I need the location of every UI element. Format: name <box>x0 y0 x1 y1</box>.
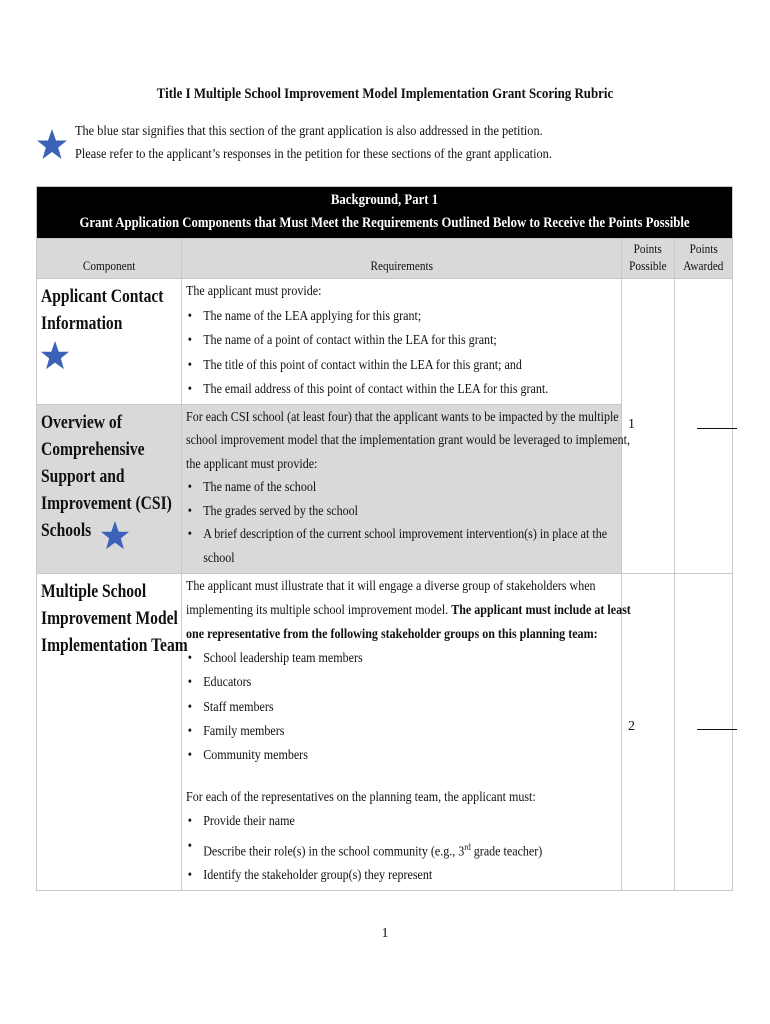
page-number: 1 <box>381 926 389 941</box>
requirement-bullet: • Provide their name <box>186 810 557 834</box>
requirement-bullet-continuation: school <box>203 550 235 566</box>
blue-star-icon <box>40 339 70 373</box>
requirement-bullet: • The name of the LEA applying for this grant; <box>186 305 557 330</box>
points-awarded-group-2 <box>675 573 733 890</box>
blue-star-icon <box>36 128 68 162</box>
points-awarded-group-1 <box>675 279 733 574</box>
blue-star-icon <box>100 519 130 553</box>
requirement-bullet: • Family members <box>186 720 557 744</box>
requirement-bullet: • The email address of this point of contact within the LEA for this grant. <box>186 378 557 403</box>
star-note-line-2: Please refer to the applicant’s responses in the petition for these sections of the grant application. <box>75 147 552 162</box>
points-awarded-blank[interactable] <box>697 428 737 429</box>
star-note-line-1: The blue star signifies that this section of the grant application is also addressed in the petition. <box>75 124 543 139</box>
requirement-bullet: • Identify the stakeholder group(s) they represent <box>186 864 557 888</box>
requirement-bullet: • The name of the school <box>186 476 557 500</box>
band-subtitle: Grant Application Components that Must Meet the Requirements Outlined Below to Receive the Points Possible <box>79 215 690 231</box>
scoring-rubric-table <box>36 186 733 891</box>
component-implementation-team: Multiple School Improvement Model Implementation Team <box>37 573 182 890</box>
header-component: Component <box>37 239 182 279</box>
component-applicant-contact: Applicant Contact Information <box>37 279 182 405</box>
section-band <box>37 187 733 239</box>
points-awarded-blank[interactable] <box>697 729 737 730</box>
requirement-intro: The applicant must provide: <box>186 284 322 299</box>
requirement-bullet: • Community members <box>186 744 557 768</box>
requirement-bullet: • A brief description of the current school improvement intervention(s) in place at the <box>186 523 557 547</box>
header-points-awarded: Points Awarded <box>675 239 733 279</box>
star-note <box>75 120 617 166</box>
requirement-bullet: • Educators <box>186 671 557 695</box>
requirement-bullet: • School leadership team members <box>186 647 557 671</box>
header-requirements: Requirements <box>182 239 622 279</box>
requirements-applicant-contact <box>182 279 622 405</box>
requirement-bullet: • Staff members <box>186 696 557 720</box>
requirement-bullet: • Describe their role(s) in the school community (e.g., 3rd grade teacher) <box>186 835 557 865</box>
requirements-csi-schools: For each CSI school (at least four) that the applicant wants to be impacted by the multiple school improvement model that the implementation grant would be leveraged to implement, the applicant must provide: • The name of the school • The grades served by the school • A brief description of the current school improvement intervention(s) in place at the school <box>182 404 622 573</box>
band-title: Background, Part 1 <box>330 192 439 208</box>
component-csi-schools: Overview of Comprehensive Support and Improvement (CSI) Schools <box>37 404 182 573</box>
points-possible-group-2: 2 <box>622 573 675 890</box>
document-title: Title I Multiple School Improvement Model Implementation Grant Scoring Rubric <box>156 86 614 102</box>
requirement-bullet: • The grades served by the school <box>186 500 557 524</box>
header-points-possible: Points Possible <box>622 239 675 279</box>
points-possible-group-1: 1 <box>622 279 675 574</box>
requirements-implementation-team: The applicant must illustrate that it will engage a diverse group of stakeholders when implementing its multiple school improvement model. The applicant must include at least one representative from the following stakeholder groups on this planning team: • School leadership team members • Educators • Staff members • Family members • Community members For each of the representatives on the planning team, the applicant must: • Provide their name • Describe their role(s) in the school community (e.g., 3rd grade teacher) • Identify the stakeholder group(s) they represent <box>182 573 622 890</box>
requirement-bullet: • The title of this point of contact within the LEA for this grant; and <box>186 354 557 379</box>
requirement-bullet: • The name of a point of contact within the LEA for this grant; <box>186 329 557 354</box>
